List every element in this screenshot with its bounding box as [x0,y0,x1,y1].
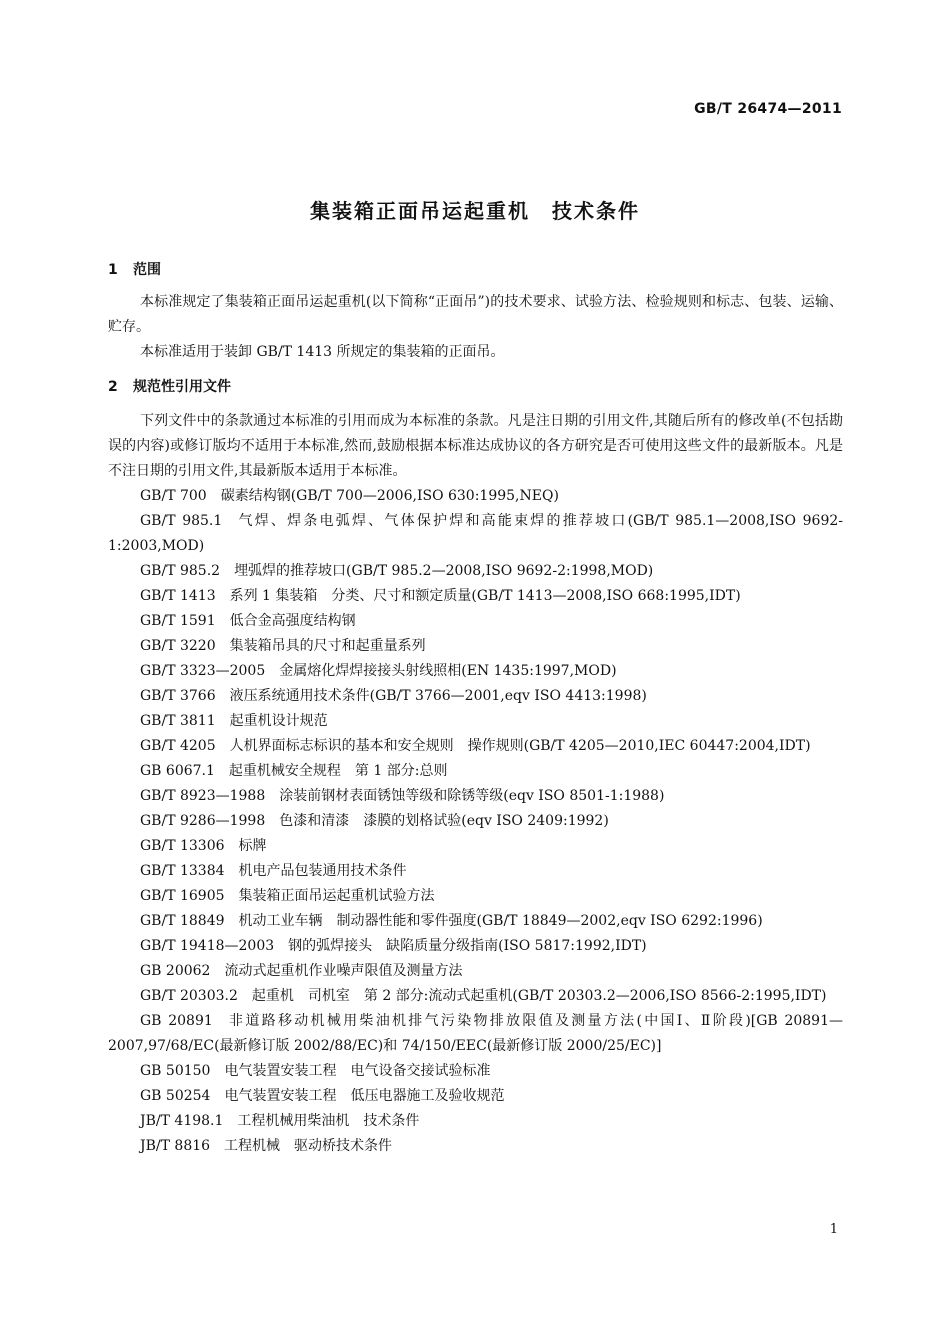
reference-item [108,759,843,784]
reference-item [108,934,843,959]
reference-item [108,634,843,659]
reference-code: GB/T 3220 [140,638,216,654]
reference-code: GB 20062 [140,963,211,979]
reference-code: GB/T 3766 [140,688,216,704]
section-2-heading [108,373,843,401]
reference-item [108,684,843,709]
reference-title: 标牌 [238,838,267,854]
reference-title: 液压系统通用技术条件(GB/T 3766—2001,eqv ISO 4413:1998) [229,688,647,704]
reference-item [108,984,843,1009]
reference-code: GB 20891 [140,1013,213,1029]
reference-title: 集装箱吊具的尺寸和起重量系列 [229,638,426,654]
reference-title: 起重机 司机室 第 2 部分:流动式起重机(GB/T 20303.2—2006,ISO 8566-2:1995,IDT) [251,988,827,1004]
reference-title: 钢的弧焊接头 缺陷质量分级指南(ISO 5817:1992,IDT) [288,938,647,954]
reference-title: 机电产品包装通用技术条件 [238,863,407,879]
reference-code: GB/T 985.1 [140,513,223,529]
page-number: 1 [829,1222,838,1237]
reference-item [108,1009,843,1059]
reference-code: GB/T 3811 [140,713,216,729]
reference-code: GB/T 9286—1998 [140,813,266,829]
reference-title: 起重机械安全规程 第 1 部分:总则 [228,763,448,779]
reference-item [108,709,843,734]
reference-item [108,659,843,684]
reference-code: GB/T 20303.2 [140,988,238,1004]
reference-item [108,734,843,759]
reference-title: 色漆和清漆 漆膜的划格试验(eqv ISO 2409:1992) [279,813,609,829]
reference-item [108,559,843,584]
reference-item [108,959,843,984]
reference-code: JB/T 8816 [140,1138,211,1154]
document-body [108,256,843,1159]
reference-item [108,1109,843,1134]
reference-title: 埋弧焊的推荐坡口(GB/T 985.2—2008,ISO 9692-2:1998,MOD) [234,563,654,579]
reference-item [108,784,843,809]
reference-title: 电气装置安装工程 电气设备交接试验标准 [224,1063,491,1079]
reference-code: GB/T 985.2 [140,563,221,579]
reference-code: GB/T 3323—2005 [140,663,266,679]
reference-title: 电气装置安装工程 低压电器施工及验收规范 [224,1088,505,1104]
reference-item [108,884,843,909]
reference-item [108,1084,843,1109]
scope-paragraph: 本标准规定了集装箱正面吊运起重机(以下简称“正面吊”)的技术要求、试验方法、检验规则和标志、包装、运输、贮存。 [108,294,843,335]
section-1-heading [108,256,843,284]
reference-code: GB 6067.1 [140,763,215,779]
reference-code: GB 50150 [140,1063,211,1079]
reference-code: GB/T 13384 [140,863,225,879]
reference-list [108,484,843,1159]
reference-title: 气焊、焊条电弧焊、气体保护焊和高能束焊的推荐坡口(GB/T 985.1—2008,ISO 9692-1:2003,MOD) [108,513,843,554]
reference-title: 集装箱正面吊运起重机试验方法 [238,888,435,904]
reference-code: GB/T 4205 [140,738,216,754]
section-number: 1 [108,262,118,278]
document-title: 集装箱正面吊运起重机 技术条件 [310,199,640,224]
reference-title: 低合金高强度结构钢 [229,613,356,629]
reference-code: GB/T 8923—1988 [140,788,266,804]
reference-item [108,584,843,609]
reference-title: 机动工业车辆 制动器性能和零件强度(GB/T 18849—2002,eqv ISO 6292:1996) [238,913,763,929]
reference-item [108,809,843,834]
section-title: 范围 [133,262,161,278]
reference-title: 工程机械 驱动桥技术条件 [224,1138,393,1154]
reference-code: GB/T 19418—2003 [140,938,275,954]
standard-number: GB/T 26474—2011 [694,101,842,117]
reference-title: 非道路移动机械用柴油机排气污染物排放限值及测量方法(中国Ⅰ、Ⅱ阶段)[GB 20891—2007,97/68/EC(最新修订版 2002/88/EC)和 74/150/EEC(最新修订版 2000/25/EC)] [108,1013,843,1054]
section-number: 2 [108,379,118,395]
reference-item [108,609,843,634]
reference-item [108,859,843,884]
reference-title: 工程机械用柴油机 技术条件 [237,1113,420,1129]
reference-item [108,509,843,559]
reference-title: 人机界面标志标识的基本和安全规则 操作规则(GB/T 4205—2010,IEC 60447:2004,IDT) [229,738,811,754]
reference-code: GB/T 1413 [140,588,216,604]
reference-code: GB/T 700 [140,488,207,504]
reference-item [108,1134,843,1159]
reference-code: GB/T 18849 [140,913,225,929]
reference-title: 系列 1 集装箱 分类、尺寸和额定质量(GB/T 1413—2008,ISO 668:1995,IDT) [229,588,741,604]
references-intro-paragraph: 下列文件中的条款通过本标准的引用而成为本标准的条款。凡是注日期的引用文件,其随后所有的修改单(不包括勘误的内容)或修订版均不适用于本标准,然而,鼓励根据本标准达成协议的各方研究是否可使用这些文件的最新版本。凡是不注日期的引用文件,其最新版本适用于本标准。 [108,413,843,479]
reference-title: 涂装前钢材表面锈蚀等级和除锈等级(eqv ISO 8501-1:1988) [279,788,665,804]
scope-paragraph: 本标准适用于装卸 GB/T 1413 所规定的集装箱的正面吊。 [140,344,505,360]
reference-title: 碳素结构钢(GB/T 700—2006,ISO 630:1995,NEQ) [220,488,559,504]
reference-title: 起重机设计规范 [229,713,328,729]
reference-code: GB/T 13306 [140,838,225,854]
reference-code: GB/T 1591 [140,613,216,629]
reference-code: GB/T 16905 [140,888,225,904]
reference-item [108,484,843,509]
section-title: 规范性引用文件 [133,379,231,395]
reference-code: GB 50254 [140,1088,211,1104]
reference-item [108,1059,843,1084]
reference-title: 流动式起重机作业噪声限值及测量方法 [224,963,463,979]
reference-item [108,834,843,859]
reference-title: 金属熔化焊焊接接头射线照相(EN 1435:1997,MOD) [279,663,617,679]
reference-item [108,909,843,934]
reference-code: JB/T 4198.1 [140,1113,224,1129]
